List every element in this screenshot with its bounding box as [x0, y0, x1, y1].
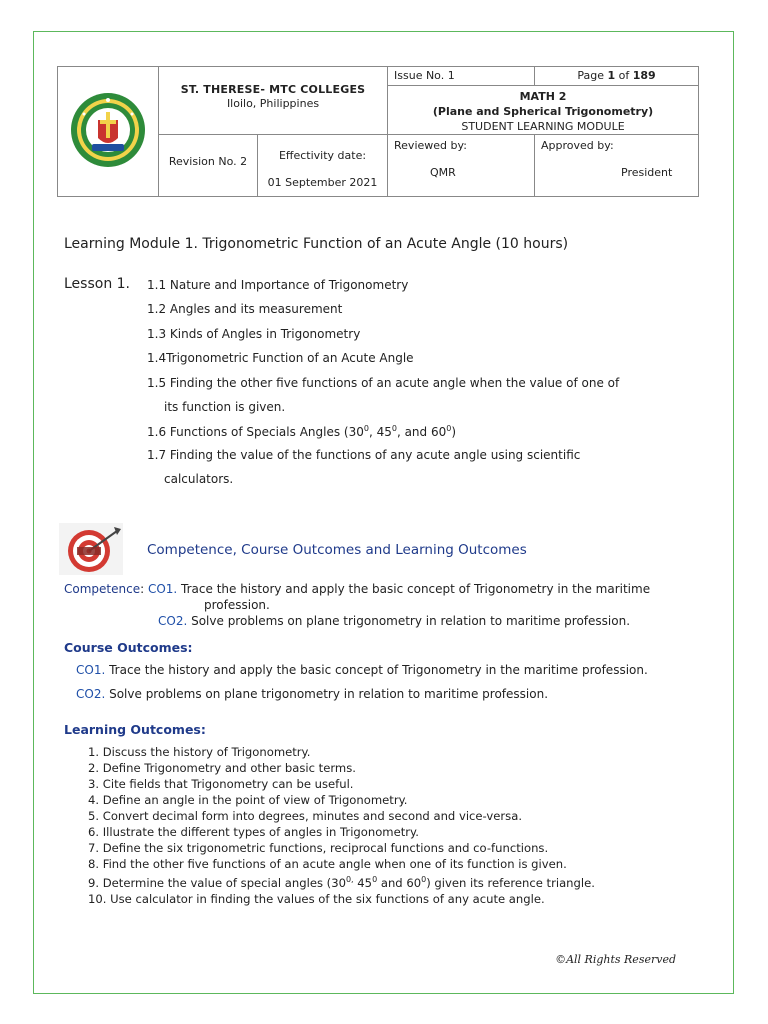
- list-item: 5. Convert decimal form into degrees, minutes and second and vice-versa.: [88, 809, 523, 823]
- list-item: 9. Determine the value of special angles ($30^{0,}$ $45^0$ and $60^0$) given its reference triangle.: [88, 875, 595, 890]
- list-item: 1. Discuss the history of Trigonometry.: [88, 745, 311, 759]
- issue-number: Issue No. 1: [388, 67, 535, 86]
- reviewed-value: QMR: [430, 166, 456, 179]
- school-seal-icon: [68, 90, 148, 170]
- school-name: ST. THERESE- MTC COLLEGES: [180, 83, 366, 96]
- effectivity-cell: [258, 135, 388, 197]
- competence-label: Competence: [64, 582, 141, 596]
- logo-cell: [58, 67, 159, 197]
- document-header-table: [57, 66, 699, 197]
- list-item: 3. Cite fields that Trigonometry can be useful.: [88, 777, 354, 791]
- competence-co2: CO2. Solve problems on plane trigonometry in relation to maritime profession.: [158, 614, 631, 628]
- co-code: CO1.: [147, 582, 178, 596]
- lesson-item-continued: calculators.: [164, 472, 234, 486]
- effectivity-label: Effectivity date:: [278, 149, 367, 162]
- list-item: 8. Find the other five functions of an acute angle when one of its function is given.: [88, 857, 567, 871]
- lesson-item: 1.2 Angles and its measurement: [147, 302, 343, 316]
- course-outcome-co2: CO2. Solve problems on plane trigonometry in relation to maritime profession.: [76, 687, 549, 701]
- lesson-item: 1.1 Nature and Importance of Trigonometry: [147, 278, 409, 292]
- approved-value: President: [621, 166, 673, 179]
- list-item: 10. Use calculator in finding the values of the six functions of any acute angle.: [88, 891, 545, 906]
- revision-number: Revision No. 2: [159, 135, 258, 197]
- lesson-item: 1.6 Functions of Specials Angles ($30^0$, $45^0$, and $60^0$): [147, 424, 457, 439]
- competence-heading: Competence, Course Outcomes and Learning Outcomes: [147, 542, 527, 558]
- course-code: MATH 2: [519, 90, 567, 103]
- copyright-notice: ©All Rights Reserved: [555, 953, 676, 966]
- lesson-item: 1.5 Finding the other five functions of an acute angle when the value of one of: [147, 376, 620, 390]
- course-title-cell: [388, 86, 699, 135]
- course-outcomes-heading: Course Outcomes:: [64, 640, 193, 655]
- module-type: STUDENT LEARNING MODULE: [461, 120, 625, 133]
- learning-outcomes-heading: Learning Outcomes:: [64, 722, 206, 737]
- competence-co1: Competence: CO1. Trace the history and apply the basic concept of Trigonometry in the maritime: [64, 582, 651, 596]
- lesson-item-continued: its function is given.: [164, 400, 286, 414]
- lesson-label: Lesson 1.: [64, 276, 131, 292]
- lesson-item: 1.7 Finding the value of the functions of any acute angle using scientific: [147, 448, 581, 462]
- effectivity-date: 01 September 2021: [267, 176, 378, 189]
- list-item: 6. Illustrate the different types of angles in Trigonometry.: [88, 825, 419, 839]
- lesson-item: 1.4Trigonometric Function of an Acute Angle: [147, 351, 414, 365]
- approved-label: Approved by:: [541, 139, 614, 152]
- list-item: 7. Define the six trigonometric functions, reciprocal functions and co-functions.: [88, 841, 549, 855]
- course-outcome-co1: CO1. Trace the history and apply the basic concept of Trigonometry in the maritime profession.: [76, 663, 648, 677]
- reviewed-label: Reviewed by:: [394, 139, 467, 152]
- approved-cell: [535, 135, 699, 197]
- target-objective-icon: [59, 523, 123, 575]
- school-location: Iloilo, Philippines: [226, 97, 320, 110]
- competence-co1-continued: profession.: [204, 598, 270, 612]
- co-code: CO2.: [158, 614, 188, 628]
- page-number: Page 1 of 189: [535, 67, 699, 86]
- course-title: (Plane and Spherical Trigonometry): [432, 105, 654, 118]
- lesson-item: 1.3 Kinds of Angles in Trigonometry: [147, 327, 361, 341]
- list-item: 4. Define an angle in the point of view of Trigonometry.: [88, 793, 408, 807]
- school-info-cell: [159, 67, 388, 135]
- reviewed-cell: [388, 135, 535, 197]
- learning-outcomes-list: [88, 744, 595, 907]
- module-title: Learning Module 1. Trigonometric Function of an Acute Angle (10 hours): [64, 236, 569, 252]
- list-item: 2. Define Trigonometry and other basic terms.: [88, 761, 356, 775]
